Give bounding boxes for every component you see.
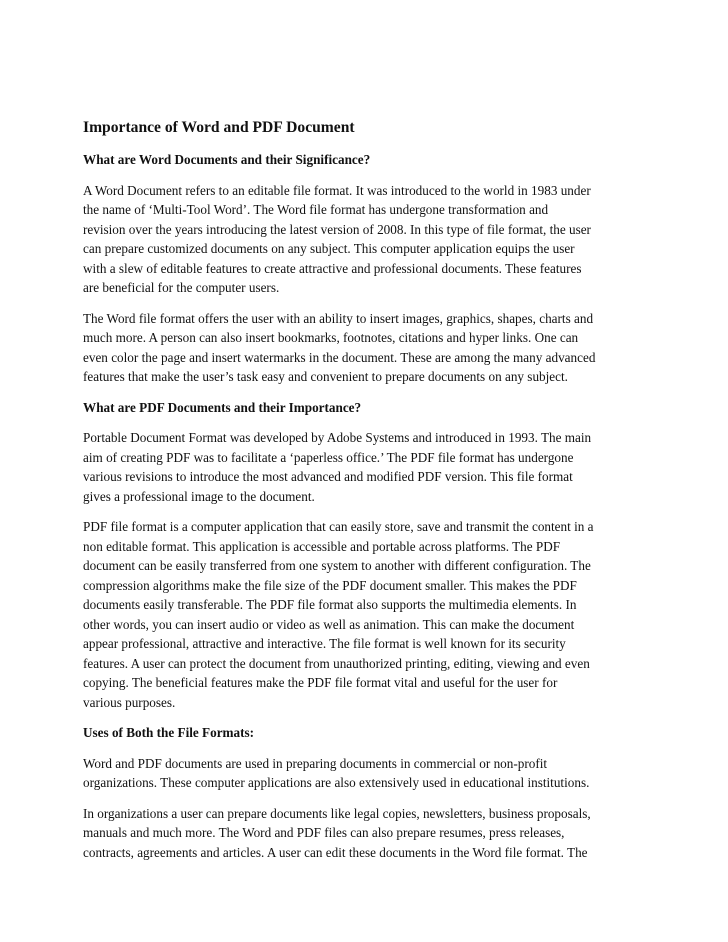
- text-line: gives a professional image to the document.: [83, 488, 315, 504]
- text-line: appear professional, attractive and interactive. The file format is well known for its security: [83, 636, 566, 651]
- text-line: can prepare customized documents on any subject. This computer application equips the user: [83, 241, 575, 256]
- paragraph: [83, 181, 645, 298]
- text-line: organizations. These computer applications are also extensively used in educational institutions.: [83, 775, 590, 790]
- text-line: aim of creating PDF was to facilitate a ‘paperless office.’ The PDF file format has undergone: [83, 449, 574, 465]
- paragraph: [83, 754, 645, 793]
- text-line: revision over the years introducing the latest version of 2008. In this type of file format, the user: [83, 221, 591, 237]
- text-line: various revisions to introduce the most advanced and modified PDF version. This file format: [83, 469, 573, 484]
- paragraph: [83, 428, 645, 506]
- text-line: Portable Document Format was developed by Adobe Systems and introduced in 1993. The main: [83, 430, 592, 445]
- text-line: non editable format. This application is accessible and portable across platforms. The PDF: [83, 538, 561, 554]
- text-line: In organizations a user can prepare documents like legal copies, newsletters, business proposals,: [83, 805, 591, 821]
- text-line: much more. A person can also insert bookmarks, footnotes, citations and hyper links. One can: [83, 330, 579, 345]
- section-heading-uses: Uses of Both the File Formats:: [83, 725, 255, 740]
- text-line: contracts, agreements and articles. A user can edit these documents in the Word file format. The: [83, 844, 588, 860]
- text-line: A Word Document refers to an editable file format. It was introduced to the world in 1983 under: [83, 182, 591, 198]
- text-line: manuals and much more. The Word and PDF files can also prepare resumes, press releases,: [83, 825, 565, 840]
- section-heading-word: What are Word Documents and their Significance?: [83, 152, 371, 167]
- paragraph: [83, 804, 645, 863]
- text-line: even color the page and insert watermarks in the document. These are among the many advanced: [83, 349, 596, 365]
- paragraph: [83, 309, 645, 387]
- text-line: Word and PDF documents are used in preparing documents in commercial or non-profit: [83, 755, 548, 771]
- document-title: Importance of Word and PDF Document: [83, 119, 355, 136]
- text-line: the name of ‘Multi-Tool Word’. The Word file format has undergone transformation and: [83, 202, 549, 217]
- text-line: document can be easily transferred from one system to another with different configuration. The: [83, 558, 591, 573]
- text-line: features that make the user’s task easy and convenient to prepare documents on any subject.: [83, 369, 568, 384]
- text-line: are beneficial for the computer users.: [83, 280, 280, 295]
- text-line: copying. The beneficial features make the PDF file format vital and useful for the user for: [83, 675, 558, 690]
- text-line: other words, you can insert audio or video as well as animation. This can make the document: [83, 616, 575, 632]
- text-line: PDF file format is a computer application that can easily store, save and transmit the content in a: [83, 519, 594, 534]
- paragraph: [83, 517, 645, 712]
- text-line: compression algorithms make the file size of the PDF document smaller. This makes the PDF: [83, 577, 577, 593]
- text-line: with a slew of editable features to create attractive and professional documents. These features: [83, 260, 582, 276]
- document-page: [83, 117, 645, 873]
- section-heading-pdf: What are PDF Documents and their Importance?: [83, 399, 362, 415]
- text-line: various purposes.: [83, 694, 176, 710]
- text-line: The Word file format offers the user with an ability to insert images, graphics, shapes, charts and: [83, 310, 594, 326]
- text-line: features. A user can protect the document from unauthorized printing, editing, viewing and even: [83, 655, 590, 671]
- text-line: documents easily transferable. The PDF file format also supports the multimedia elements. In: [83, 597, 577, 612]
